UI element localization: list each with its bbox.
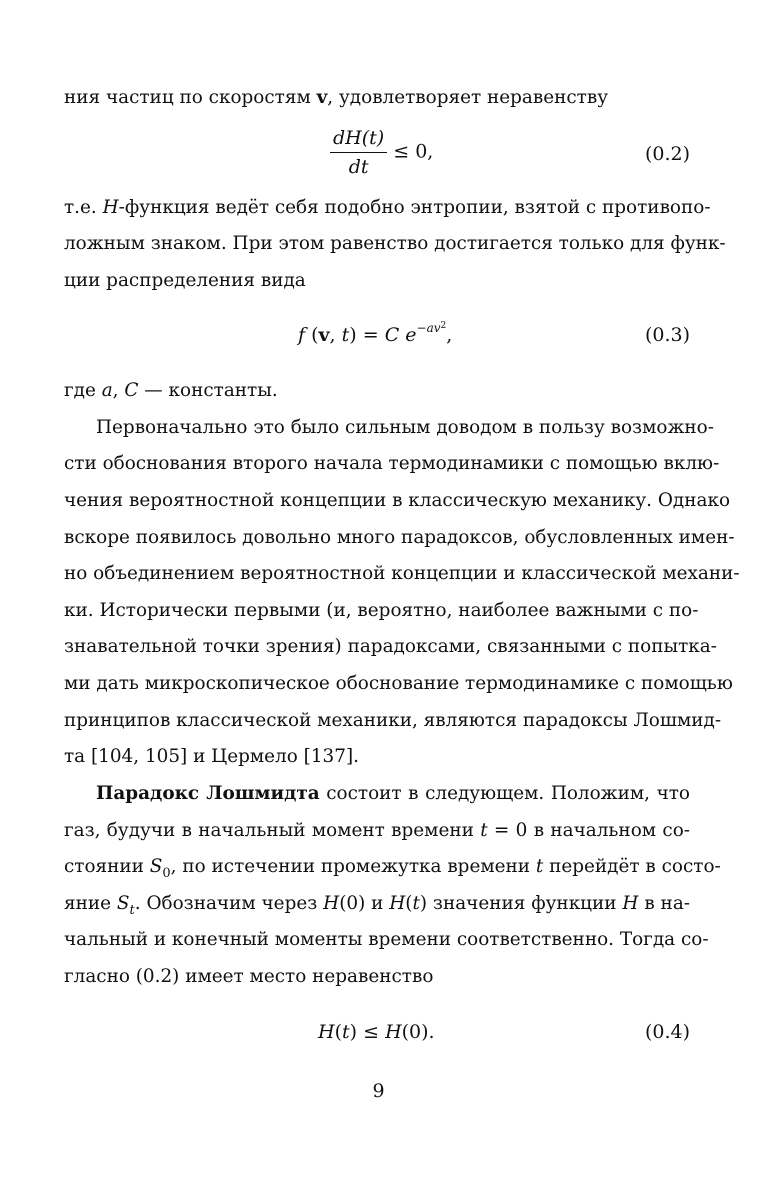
equation-0-2-denominator: dt [348, 156, 369, 178]
text-line-6: Первоначально это было сильным доводом в пользу возможно- [96, 417, 714, 438]
text-line-21: гласно (0.2) имеет место неравенство [64, 966, 434, 987]
page-number: 9 [372, 1080, 385, 1102]
text-line-1-rendered: ния частиц по скоростям v, удовлетворяет неравенству [64, 87, 609, 108]
text-line-16-rest: состоит в следующем. Положим, что [319, 783, 690, 804]
text-line-16 [96, 782, 690, 806]
text-line-14: принципов классической механики, являются парадоксы Лошмид- [64, 710, 722, 731]
text-line-20: чальный и конечный моменты времени соответственно. Тогда со- [64, 929, 709, 950]
text-line-8: чения вероятностной концепции в классическую механику. Однако [64, 490, 731, 511]
paradox-term: Парадокс Лошмидта [96, 783, 320, 804]
text-line-10: но объединением вероятностной концепции и классической механи- [64, 563, 740, 584]
text-line-4: ции распределения вида [64, 270, 306, 291]
text-line-3: ложным знаком. При этом равенство достигается только для функ- [64, 233, 726, 254]
text-line-9: вскоре появилось довольно много парадоксов, обусловленных имен- [64, 527, 735, 548]
text-line-7: сти обоснования второго начала термодинамики с помощью вклю- [64, 453, 720, 474]
text-line-15: та [104, 105] и Цермело [137]. [64, 746, 359, 767]
equation-number-0-4: (0.4) [644, 1021, 690, 1043]
text-line-11: ки. Исторически первыми (и, вероятно, наиболее важными с по- [64, 600, 699, 621]
equation-number-0-3: (0.3) [644, 324, 690, 346]
text-line-12: знавательной точки зрения) парадоксами, связанными с попытка- [64, 636, 717, 657]
equation-0-2-numerator: dH(t) [330, 126, 387, 153]
equation-0-3: f (v, t) = C $e^{-av^2}$, [298, 321, 453, 346]
text-line-13: ми дать микроскопическое обоснование термодинамике с помощью [64, 673, 733, 694]
text-line-18: стоянии $S_0$, по истечении промежутка времени t перейдёт в состо- [64, 856, 721, 881]
text-line-2: т.е. H-функция ведёт себя подобно энтропии, взятой с противопо- [64, 197, 711, 218]
equation-0-2-fraction [330, 126, 387, 179]
text-line-17: газ, будучи в начальный момент времени t = 0 в начальном со- [64, 820, 690, 841]
equation-number-0-2: (0.2) [644, 143, 690, 165]
equation-0-2-rhs: ≤ 0, [393, 140, 434, 163]
equation-0-2 [330, 126, 433, 179]
equation-0-4: H(t) ≤ H(0). [318, 1021, 435, 1043]
text-line-5: где a, C — константы. [64, 380, 278, 401]
text-line-19: яние $S_t$. Обозначим через H(0) и H(t) значения функции H в на- [64, 893, 690, 918]
text-line-1 [64, 86, 690, 110]
